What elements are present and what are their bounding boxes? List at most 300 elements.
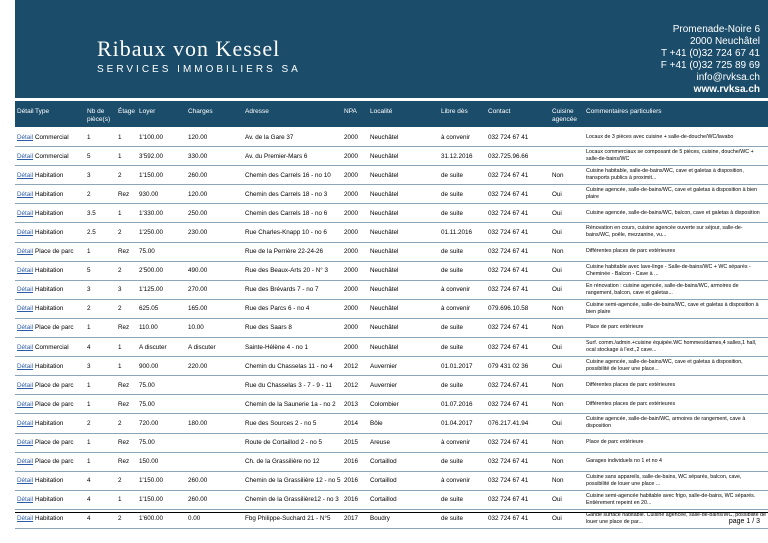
row-npa: 2017 [344,515,359,523]
row-pieces: 1 [87,248,91,256]
row-type: Commercial [35,343,69,351]
listing-table [15,128,768,529]
row-cuisine: Oui [552,343,562,351]
row-type: Place de parc [35,381,74,389]
row-contact: 032 724 67 41 [488,400,529,408]
row-contact: 032 724 67 41 [488,209,529,217]
row-loyer: 1'150.00 [139,171,163,179]
row-comment: Surf. comm./admin.+cuisine équipée.WC hommes/dames,4 salles,1 hall, ocal stockage à l'ext.,2 cave... [586,340,757,354]
row-type: Place de parc [35,458,74,466]
row-localite: Neuchâtel [370,171,399,179]
col-detail: Détail [17,108,34,115]
row-charges: 220.00 [188,362,208,370]
page-number: page 1 / 3 [728,518,760,525]
row-detail-link[interactable]: Détail [17,228,34,236]
row-npa: 2000 [344,324,359,332]
row-cuisine: Non [552,400,564,408]
col-loyer: Loyer [139,108,156,115]
row-localite: Neuchâtel [370,248,399,256]
company-email: info@rvksa.ch [696,72,760,83]
table-row [15,223,768,242]
row-charges: 260.00 [188,496,208,504]
row-contact: 032.725.96.66 [488,152,529,160]
row-charges: 0.00 [188,515,201,523]
col-libre: Libre dès [441,108,468,115]
row-adresse: Chemin de la Grassilière 12 - no 5 [245,477,341,485]
row-loyer: 1'125.00 [139,286,163,294]
row-loyer: A discuter [139,343,167,351]
row-libre: à convenir [441,439,471,446]
row-etage: 1 [118,343,122,351]
row-charges: 10.00 [188,324,204,332]
table-row [15,128,768,147]
row-etage: 1 [118,362,122,370]
row-contact: 032 724 67 41 [488,171,529,179]
row-localite: Neuchâtel [370,305,399,313]
row-libre: de suite [441,515,464,523]
row-cuisine: Oui [552,362,562,370]
row-localite: Bôle [370,419,383,427]
col-localite: Localité [370,108,393,115]
table-row [15,414,768,433]
row-localite: Colombier [370,400,399,408]
row-libre: de suite [441,190,464,198]
row-etage: 1 [118,152,122,160]
company-city: 2000 Neuchâtel [689,36,760,47]
row-contact: 079.696.10.58 [488,305,529,313]
row-pieces: 4 [87,343,91,351]
table-row [15,357,768,376]
row-loyer: 720.00 [139,419,159,427]
row-type: Habitation [35,515,64,523]
row-npa: 2000 [344,286,359,294]
company-fax: F +41 (0)32 725 89 69 [660,60,760,71]
company-website: www.rvksa.ch [693,84,760,95]
row-comment: Cuisine sans appareils, salle-de-bains, WC séparés, balcon, cave, possibilité de louer une place ... [586,473,742,487]
row-npa: 2000 [344,190,359,198]
table-row [15,319,768,338]
row-adresse: Sainte-Hélène 4 - no 1 [245,343,309,351]
row-pieces: 1 [87,133,91,141]
row-cuisine: Oui [552,419,562,427]
row-type: Habitation [35,496,64,504]
row-etage: Rez [118,190,130,198]
row-etage: Rez [118,439,130,446]
row-npa: 2000 [344,305,359,313]
row-etage: 2 [118,267,122,275]
row-loyer: 75.00 [139,439,155,446]
row-etage: Rez [118,458,130,466]
row-pieces: 1 [87,381,91,389]
row-contact: 032 724 67 41 [488,190,529,198]
row-comment: Garages individuels no 1 et no 4 [586,458,662,465]
row-detail-link[interactable]: Détail [17,381,34,389]
row-pieces: 1 [87,400,91,408]
row-pieces: 2 [87,419,91,427]
row-loyer: 75.00 [139,248,155,256]
row-detail-link[interactable]: Détail [17,515,34,523]
row-npa: 2000 [344,228,359,236]
col-contact: Contact [488,108,511,115]
row-loyer: 75.00 [139,400,155,408]
table-row [15,300,768,319]
row-adresse: Chemin des Carrels 16 - no 10 [245,171,331,179]
row-contact: 032 724 67 41 [488,439,529,446]
row-etage: 2 [118,305,122,313]
row-comment: Cuisine semi-agencée habitable avec frigo, salle-de-bains, WC séparés. Entièrement repeint en 20... [586,492,756,506]
row-detail-link[interactable]: Détail [17,305,34,313]
table-row [15,281,768,300]
row-adresse: Chemin de la Saunerie 1a - no 2 [245,400,336,408]
row-localite: Boudry [370,515,390,523]
row-comment: Cuisine habitable avec lave-linge - Salle-de-bains/WC + WC séparés - Cheminée - Balcon - Cave à ... [586,263,751,277]
row-npa: 2000 [344,171,359,179]
row-cuisine: Oui [552,190,562,198]
row-libre: de suite [441,209,464,217]
table-row [15,147,768,166]
row-npa: 2000 [344,267,359,275]
row-cuisine: Non [552,324,564,332]
row-detail-link[interactable]: Détail [17,190,34,198]
row-localite: Cortaillod [370,496,397,504]
row-etage: 3 [118,286,122,294]
col-commentaires: Commentaires particuliers [586,108,662,115]
row-npa: 2014 [344,419,359,427]
row-localite: Areuse [370,439,390,446]
row-localite: Neuchâtel [370,343,399,351]
row-localite: Neuchâtel [370,152,399,160]
row-libre: de suite [441,267,464,275]
row-loyer: 930.00 [139,190,159,198]
row-contact: 032 724 67 41 [488,458,529,466]
row-npa: 2013 [344,400,359,408]
table-header [15,101,768,127]
row-comment: Cuisine agencée, salle-de-bains/WC, cave et galetas à disposition à bien plaire [586,187,758,201]
row-adresse: Rue des Parcs 6 - no 4 [245,305,310,313]
row-pieces: 3 [87,362,91,370]
row-npa: 2000 [344,248,359,256]
row-etage: 2 [118,171,122,179]
col-npa: NPA [344,108,357,115]
row-loyer: 150.00 [139,458,159,466]
row-cuisine: Non [552,381,564,389]
row-adresse: Route de Cortaillod 2 - no 5 [245,439,323,446]
row-cuisine: Oui [552,515,562,523]
row-detail-link[interactable]: Détail [17,209,34,217]
row-comment: Locaux commerciaux se composant de 5 pièces, cuisine, douche/WC + salle-de-bains/WC [586,149,754,163]
row-contact: 032 724 67 41 [488,133,529,141]
row-npa: 2016 [344,477,359,485]
col-type: Type [35,108,50,115]
row-adresse: Rue des Beaux-Arts 20 - N° 3 [245,267,329,275]
row-loyer: 1'150.00 [139,477,163,485]
row-adresse: Chemin des Carrels 18 - no 6 [245,209,328,217]
row-localite: Neuchâtel [370,286,399,294]
row-cuisine: Oui [552,286,562,294]
table-row [15,491,768,510]
row-pieces: 3.5 [87,209,96,217]
row-cuisine: Non [552,458,564,466]
row-loyer: 110.00 [139,324,158,332]
row-cuisine: Non [552,477,564,485]
row-comment: Cuisine agencée, salle-de-bains/WC, balcon, cave et galetas à disposition [586,209,760,216]
row-libre: de suite [441,248,464,256]
row-detail-link[interactable]: Détail [17,458,34,466]
company-logo [97,38,301,75]
row-adresse: Chemin du Chasselas 11 - no 4 [245,362,333,370]
table-row [15,338,768,357]
col-pieces: Nb de pièce(s) [87,108,111,123]
row-charges: 230.00 [188,228,208,236]
row-contact: 079 431 02 36 [488,362,529,370]
row-libre: à convenir [441,286,471,294]
table-row [15,376,768,395]
row-comment: Différentes places de parc extérieures [586,381,676,388]
row-type: Habitation [35,209,64,217]
row-pieces: 3 [87,286,91,294]
row-type: Habitation [35,305,64,313]
row-comment: Rénovation en cours, cuisine agencée ouverte sur séjour, salle-de-bains/WC, poêle, mezzanine, vu... [586,225,743,239]
row-localite: Neuchâtel [370,267,399,275]
row-npa: 2016 [344,496,359,504]
col-adresse: Adresse [245,108,269,115]
row-charges: 330.00 [188,152,208,160]
row-comment: Cuisine agencée, salle-de-bains/WC, cave et galetas à disposition, possibilité de louer une place... [586,359,743,373]
row-pieces: 1 [87,324,91,332]
row-etage: Rez [118,381,130,389]
row-localite: Neuchâtel [370,209,399,217]
header-banner [15,0,768,98]
row-libre: de suite [441,324,464,332]
row-cuisine: Non [552,305,564,313]
row-comment: Gande surface habitable. Cuisine agencée, salle-de-bains/WC, possibilité de louer une place de par... [586,511,766,525]
row-contact: 032 724 67 41 [488,343,529,351]
row-comment: Différentes places de parc extérieures [586,400,676,407]
row-loyer: 625.05 [139,305,159,313]
row-loyer: 1'150.00 [139,496,163,504]
row-libre: 01.04.2017 [441,419,473,427]
row-comment: Cuisine agencée, salle-de-bain/WC, armoires de rangement, cave à disposition [586,416,746,430]
company-contact [661,24,760,96]
table-row [15,262,768,281]
row-detail-link[interactable]: Détail [17,400,34,408]
row-detail-link[interactable]: Détail [17,419,34,427]
row-loyer: 75.00 [139,381,155,389]
row-charges: A discuter [188,343,216,351]
row-type: Habitation [35,362,64,370]
row-npa: 2000 [344,133,359,141]
row-localite: Cortaillod [370,458,397,466]
row-libre: 31.12.2016 [441,152,473,160]
row-loyer: 1'250.00 [139,228,163,236]
row-type: Commercial [35,152,69,160]
row-npa: 2000 [344,152,359,160]
row-cuisine: Oui [552,496,562,504]
row-charges: 165.00 [188,305,208,313]
row-detail-link[interactable]: Détail [17,133,34,141]
row-libre: 01.11.2016 [441,228,473,236]
row-charges: 260.00 [188,477,208,485]
row-contact: 032 724.67.41 [488,381,529,389]
row-comment: Place de parc extérieure [586,439,644,445]
row-adresse: Av. du Premier-Mars 6 [245,152,308,160]
table-row [15,204,768,223]
row-contact: 032 724 67 41 [488,477,529,485]
row-loyer: 1'330.00 [139,209,163,217]
row-detail-link[interactable]: Détail [17,343,34,351]
row-adresse: Rue des Saars 8 [245,324,292,332]
row-type: Habitation [35,267,64,275]
row-npa: 2015 [344,439,359,446]
row-localite: Cortaillod [370,477,397,485]
row-etage: 1 [118,209,122,217]
table-row [15,453,768,472]
row-type: Habitation [35,228,64,236]
row-charges: 270.00 [188,286,208,294]
row-comment: Cuisine habitable, salle-de-bains/WC, cave et galetas à disposition, transports publics à proximit... [586,168,744,182]
row-libre: à convenir [441,133,471,141]
row-detail-link[interactable]: Détail [17,439,34,446]
row-adresse: Chemin de la Grassilière12 - no 3 [245,496,339,504]
row-comment: En rénovation : cuisine agencée, salle-de-bains/WC, armoires de rangement, balcon, cave et galetas... [586,282,739,296]
row-contact: 032 724 67 41 [488,286,529,294]
row-cuisine: Oui [552,209,562,217]
row-comment: Place de parc extérieure [586,324,644,331]
row-adresse: Chemin des Carrels 18 - no 3 [245,190,328,198]
row-npa: 2000 [344,209,359,217]
row-type: Habitation [35,477,64,485]
table-row [15,166,768,185]
row-contact: 032 724 67 41 [488,248,529,256]
row-contact: 032 724 67 41 [488,515,529,523]
col-cuisine: Cuisine agencée [552,108,577,123]
row-localite: Neuchâtel [370,190,399,198]
row-npa: 2000 [344,343,359,351]
row-detail-link[interactable]: Détail [17,152,34,160]
row-cuisine: Oui [552,267,562,275]
table-row [15,472,768,491]
row-detail-link[interactable]: Détail [17,496,34,504]
row-etage: 1 [118,496,122,504]
row-charges: 250.00 [188,209,208,217]
row-loyer: 1'600.00 [139,515,163,523]
row-type: Habitation [35,171,64,179]
table-row [15,243,768,262]
row-type: Place de parc [35,439,74,446]
col-etage: Étage [118,108,135,115]
row-libre: de suite [441,496,464,504]
row-cuisine: Non [552,171,564,179]
row-type: Place de parc [35,248,74,256]
row-npa: 2016 [344,458,359,466]
row-contact: 032 724 67 41 [488,496,529,504]
row-pieces: 3 [87,171,91,179]
row-etage: 1 [118,133,122,141]
row-detail-link[interactable]: Détail [17,248,34,256]
row-libre: de suite [441,381,464,389]
row-loyer: 1'100.00 [139,133,163,141]
row-etage: Rez [118,400,130,408]
row-libre: à convenir [441,305,471,313]
company-phone: T +41 (0)32 724 67 41 [660,48,760,59]
row-adresse: Rue Charles-Knapp 10 - no 6 [245,228,327,236]
row-pieces: 4 [87,477,91,485]
row-contact: 076.217.41.94 [488,419,529,427]
row-cuisine: Non [552,248,564,256]
row-pieces: 2.5 [87,228,96,236]
row-pieces: 2 [87,190,91,198]
row-pieces: 4 [87,515,91,523]
row-libre: de suite [441,171,464,179]
table-row [15,434,768,453]
row-comment: Différentes places de parc extérieures [586,248,676,255]
company-address: Promenade-Noire 6 [672,24,760,35]
row-type: Habitation [35,419,64,427]
row-pieces: 2 [87,305,91,313]
row-detail-link[interactable]: Détail [17,362,34,370]
row-charges: 490.00 [188,267,208,275]
row-npa: 2012 [344,381,359,389]
row-etage: 2 [118,515,122,523]
row-contact: 032 724 67 41 [488,228,529,236]
row-adresse: Fbg Philippe-Suchard 21 - N°5 [245,515,331,523]
row-libre: 01.07.2016 [441,400,473,408]
row-adresse: Av. de la Gare 37 [245,133,294,141]
row-detail-link[interactable]: Détail [17,324,34,332]
row-cuisine: Oui [552,228,562,236]
row-localite: Neuchâtel [370,133,399,141]
row-loyer: 3'592.00 [139,152,163,160]
row-cuisine: Non [552,439,564,446]
row-etage: 2 [118,228,122,236]
row-localite: Neuchâtel [370,324,399,332]
row-comment: Cuisine semi-agencée, salle-de-bains/WC, cave et galetas à disposition à bien plaire [586,301,759,315]
row-detail-link[interactable]: Détail [17,267,34,275]
row-loyer: 2'500.00 [139,267,163,275]
row-detail-link[interactable]: Détail [17,286,34,294]
row-localite: Neuchâtel [370,228,399,236]
row-localite: Auvernier [370,362,397,370]
row-type: Commercial [35,133,69,141]
col-charges: Charges [188,108,213,115]
row-loyer: 900.00 [139,362,159,370]
row-libre: de suite [441,458,464,466]
row-pieces: 1 [87,458,91,466]
row-libre: à convenir [441,477,471,485]
row-type: Place de parc [35,324,74,332]
table-row [15,395,768,414]
row-pieces: 1 [87,439,91,446]
row-adresse: Rue des Sources 2 - no 5 [245,419,317,427]
row-etage: Rez [118,248,130,256]
table-row [15,185,768,204]
row-contact: 032 724 67 41 [488,267,529,275]
row-etage: 2 [118,419,122,427]
row-type: Habitation [35,190,64,198]
row-pieces: 4 [87,496,91,504]
row-adresse: Rue de la Perrière 22-24-26 [245,248,324,256]
row-pieces: 5 [87,152,91,160]
row-npa: 2012 [344,362,359,370]
row-detail-link[interactable]: Détail [17,171,34,179]
row-libre: de suite [441,343,464,351]
row-charges: 120.00 [188,133,208,141]
row-detail-link[interactable]: Détail [17,477,34,485]
row-type: Habitation [35,286,64,294]
row-comment: Locaux de 3 pièces avec cuisine + salle-de-douche/WC/lavabo [586,133,734,140]
row-pieces: 5 [87,267,91,275]
row-charges: 180.00 [188,419,208,427]
